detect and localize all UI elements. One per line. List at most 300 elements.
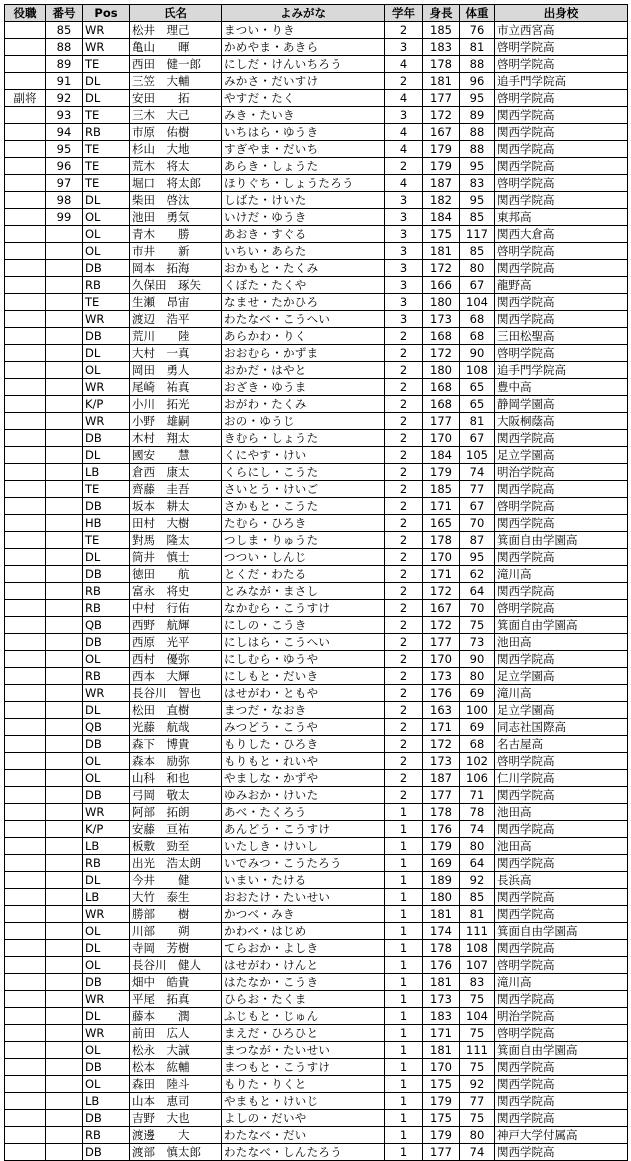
weight-cell: 87 bbox=[460, 532, 495, 549]
position-cell: WR bbox=[83, 804, 130, 821]
number-cell bbox=[46, 362, 83, 379]
grade-cell: 4 bbox=[385, 124, 423, 141]
name-cell: 山科 和也 bbox=[130, 770, 222, 787]
weight-cell: 62 bbox=[460, 566, 495, 583]
role-cell bbox=[5, 175, 46, 192]
table-row bbox=[5, 1059, 628, 1076]
number-cell bbox=[46, 413, 83, 430]
position-cell: RB bbox=[83, 277, 130, 294]
reading-cell: くぼた・たくや bbox=[222, 277, 385, 294]
grade-cell: 2 bbox=[385, 73, 423, 90]
school-cell: 啓明学院高 bbox=[495, 1025, 628, 1042]
role-cell bbox=[5, 328, 46, 345]
name-cell: 市原 佑樹 bbox=[130, 124, 222, 141]
position-cell: TE bbox=[83, 107, 130, 124]
weight-cell: 70 bbox=[460, 600, 495, 617]
role-cell bbox=[5, 1110, 46, 1127]
school-cell: 関西学院高 bbox=[495, 1059, 628, 1076]
height-cell: 178 bbox=[423, 56, 460, 73]
school-cell: 関西学院高 bbox=[495, 940, 628, 957]
name-cell: 大村 一真 bbox=[130, 345, 222, 362]
number-cell bbox=[46, 396, 83, 413]
name-cell: 市井 新 bbox=[130, 243, 222, 260]
school-cell: 龍野高 bbox=[495, 277, 628, 294]
position-cell: OL bbox=[83, 770, 130, 787]
number-cell: 92 bbox=[46, 90, 83, 107]
role-cell bbox=[5, 294, 46, 311]
number-cell bbox=[46, 277, 83, 294]
height-cell: 179 bbox=[423, 141, 460, 158]
role-cell bbox=[5, 22, 46, 39]
table-row bbox=[5, 481, 628, 498]
reading-cell: はせがわ・けんと bbox=[222, 957, 385, 974]
school-cell: 関西学院高 bbox=[495, 107, 628, 124]
table-row bbox=[5, 600, 628, 617]
reading-cell: もりた・りくと bbox=[222, 1076, 385, 1093]
school-cell: 関西学院高 bbox=[495, 311, 628, 328]
weight-cell: 88 bbox=[460, 56, 495, 73]
reading-cell: おがわ・たくみ bbox=[222, 396, 385, 413]
roster-table bbox=[4, 4, 628, 1161]
number-cell bbox=[46, 328, 83, 345]
number-cell bbox=[46, 736, 83, 753]
table-row bbox=[5, 804, 628, 821]
school-cell: 啓明学院高 bbox=[495, 753, 628, 770]
height-cell: 172 bbox=[423, 736, 460, 753]
role-cell bbox=[5, 345, 46, 362]
grade-cell: 1 bbox=[385, 855, 423, 872]
weight-cell: 108 bbox=[460, 940, 495, 957]
weight-cell: 64 bbox=[460, 583, 495, 600]
number-cell bbox=[46, 549, 83, 566]
school-cell: 滝川高 bbox=[495, 974, 628, 991]
height-cell: 181 bbox=[423, 243, 460, 260]
height-cell: 179 bbox=[423, 1093, 460, 1110]
weight-cell: 104 bbox=[460, 1008, 495, 1025]
table-row bbox=[5, 634, 628, 651]
table-row bbox=[5, 243, 628, 260]
height-cell: 171 bbox=[423, 719, 460, 736]
name-cell: 西田 健一郎 bbox=[130, 56, 222, 73]
name-cell: 杉山 大地 bbox=[130, 141, 222, 158]
weight-cell: 85 bbox=[460, 243, 495, 260]
reading-cell: にしもと・だいき bbox=[222, 668, 385, 685]
school-cell: 足立学園高 bbox=[495, 447, 628, 464]
role-cell bbox=[5, 838, 46, 855]
grade-cell: 2 bbox=[385, 719, 423, 736]
reading-cell: はたなか・こうき bbox=[222, 974, 385, 991]
table-row bbox=[5, 464, 628, 481]
number-cell bbox=[46, 770, 83, 787]
weight-cell: 68 bbox=[460, 328, 495, 345]
school-cell: 追手門学院高 bbox=[495, 73, 628, 90]
name-cell: 平尾 拓真 bbox=[130, 991, 222, 1008]
role-cell bbox=[5, 940, 46, 957]
grade-cell: 2 bbox=[385, 447, 423, 464]
number-cell bbox=[46, 1025, 83, 1042]
table-row bbox=[5, 124, 628, 141]
reading-cell: おかだ・はやと bbox=[222, 362, 385, 379]
table-row bbox=[5, 838, 628, 855]
role-cell bbox=[5, 379, 46, 396]
name-cell: 今井 健 bbox=[130, 872, 222, 889]
weight-cell: 74 bbox=[460, 464, 495, 481]
grade-cell: 1 bbox=[385, 906, 423, 923]
height-cell: 181 bbox=[423, 974, 460, 991]
name-cell: 富永 将史 bbox=[130, 583, 222, 600]
weight-cell: 74 bbox=[460, 821, 495, 838]
position-cell: WR bbox=[83, 22, 130, 39]
name-cell: 森下 博貴 bbox=[130, 736, 222, 753]
role-cell bbox=[5, 1076, 46, 1093]
table-row bbox=[5, 770, 628, 787]
school-cell: 静岡学園高 bbox=[495, 396, 628, 413]
school-cell: 関西学院高 bbox=[495, 889, 628, 906]
name-cell: 岡田 勇人 bbox=[130, 362, 222, 379]
position-cell: LB bbox=[83, 889, 130, 906]
number-cell: 94 bbox=[46, 124, 83, 141]
reading-cell: あらかわ・りく bbox=[222, 328, 385, 345]
weight-cell: 105 bbox=[460, 447, 495, 464]
school-cell: 啓明学院高 bbox=[495, 957, 628, 974]
number-cell: 95 bbox=[46, 141, 83, 158]
grade-cell: 2 bbox=[385, 566, 423, 583]
height-cell: 179 bbox=[423, 1127, 460, 1144]
name-cell: 荒川 陸 bbox=[130, 328, 222, 345]
position-cell: OL bbox=[83, 753, 130, 770]
position-cell: DB bbox=[83, 1110, 130, 1127]
position-cell: DB bbox=[83, 328, 130, 345]
reading-cell: やすだ・たく bbox=[222, 90, 385, 107]
table-row bbox=[5, 515, 628, 532]
weight-cell: 107 bbox=[460, 957, 495, 974]
number-cell bbox=[46, 515, 83, 532]
table-row bbox=[5, 90, 628, 107]
number-cell bbox=[46, 532, 83, 549]
weight-cell: 81 bbox=[460, 413, 495, 430]
weight-cell: 111 bbox=[460, 923, 495, 940]
school-cell: 関西学院高 bbox=[495, 855, 628, 872]
position-cell: OL bbox=[83, 226, 130, 243]
grade-cell: 1 bbox=[385, 1025, 423, 1042]
position-cell: DB bbox=[83, 787, 130, 804]
table-row bbox=[5, 39, 628, 56]
grade-cell: 2 bbox=[385, 617, 423, 634]
reading-cell: とみなが・まさし bbox=[222, 583, 385, 600]
reading-cell: てらおか・よしき bbox=[222, 940, 385, 957]
table-row bbox=[5, 889, 628, 906]
height-cell: 185 bbox=[423, 22, 460, 39]
height-cell: 175 bbox=[423, 1110, 460, 1127]
reading-cell: やましな・かずや bbox=[222, 770, 385, 787]
height-cell: 189 bbox=[423, 872, 460, 889]
header-position: Pos bbox=[83, 5, 130, 22]
number-cell bbox=[46, 923, 83, 940]
position-cell: DL bbox=[83, 345, 130, 362]
table-row bbox=[5, 1093, 628, 1110]
name-cell: 寺岡 芳樹 bbox=[130, 940, 222, 957]
table-row bbox=[5, 141, 628, 158]
school-cell: 大阪桐蔭高 bbox=[495, 413, 628, 430]
weight-cell: 88 bbox=[460, 141, 495, 158]
height-cell: 174 bbox=[423, 923, 460, 940]
school-cell: 関西学院高 bbox=[495, 158, 628, 175]
role-cell bbox=[5, 787, 46, 804]
height-cell: 173 bbox=[423, 991, 460, 1008]
weight-cell: 81 bbox=[460, 39, 495, 56]
height-cell: 179 bbox=[423, 838, 460, 855]
grade-cell: 2 bbox=[385, 481, 423, 498]
role-cell bbox=[5, 1008, 46, 1025]
name-cell: 西本 大輝 bbox=[130, 668, 222, 685]
grade-cell: 2 bbox=[385, 362, 423, 379]
role-cell bbox=[5, 770, 46, 787]
reading-cell: ふじもと・じゅん bbox=[222, 1008, 385, 1025]
height-cell: 170 bbox=[423, 430, 460, 447]
table-row bbox=[5, 651, 628, 668]
height-cell: 176 bbox=[423, 685, 460, 702]
role-cell bbox=[5, 277, 46, 294]
table-row bbox=[5, 702, 628, 719]
role-cell bbox=[5, 821, 46, 838]
header-weight: 体重 bbox=[460, 5, 495, 22]
school-cell: 滝川高 bbox=[495, 685, 628, 702]
name-cell: 松井 理己 bbox=[130, 22, 222, 39]
school-cell: 関西学院高 bbox=[495, 787, 628, 804]
table-row bbox=[5, 294, 628, 311]
name-cell: 渡辺 浩平 bbox=[130, 311, 222, 328]
name-cell: 渡部 慎太郎 bbox=[130, 1144, 222, 1161]
grade-cell: 4 bbox=[385, 141, 423, 158]
role-cell bbox=[5, 617, 46, 634]
weight-cell: 75 bbox=[460, 1059, 495, 1076]
name-cell: 西村 優弥 bbox=[130, 651, 222, 668]
table-row bbox=[5, 906, 628, 923]
header-height: 身長 bbox=[423, 5, 460, 22]
weight-cell: 111 bbox=[460, 1042, 495, 1059]
height-cell: 185 bbox=[423, 481, 460, 498]
role-cell bbox=[5, 107, 46, 124]
name-cell: 中村 行佑 bbox=[130, 600, 222, 617]
reading-cell: みかさ・だいすけ bbox=[222, 73, 385, 90]
name-cell: 山本 恵司 bbox=[130, 1093, 222, 1110]
table-row bbox=[5, 277, 628, 294]
roster-body bbox=[5, 22, 628, 1161]
number-cell bbox=[46, 906, 83, 923]
name-cell: 生瀬 昂宙 bbox=[130, 294, 222, 311]
reading-cell: さいとう・けいご bbox=[222, 481, 385, 498]
reading-cell: かわべ・はじめ bbox=[222, 923, 385, 940]
role-cell bbox=[5, 192, 46, 209]
position-cell: TE bbox=[83, 532, 130, 549]
weight-cell: 69 bbox=[460, 719, 495, 736]
position-cell: TE bbox=[83, 141, 130, 158]
reading-cell: おかもと・たくみ bbox=[222, 260, 385, 277]
weight-cell: 89 bbox=[460, 107, 495, 124]
school-cell: 箕面自由学園高 bbox=[495, 617, 628, 634]
grade-cell: 3 bbox=[385, 277, 423, 294]
school-cell: 神戸大学付属高 bbox=[495, 1127, 628, 1144]
grade-cell: 3 bbox=[385, 311, 423, 328]
number-cell bbox=[46, 1042, 83, 1059]
weight-cell: 83 bbox=[460, 974, 495, 991]
grade-cell: 1 bbox=[385, 991, 423, 1008]
school-cell: 箕面自由学園高 bbox=[495, 1042, 628, 1059]
header-name: 氏名 bbox=[130, 5, 222, 22]
school-cell: 関西学院高 bbox=[495, 124, 628, 141]
table-row bbox=[5, 923, 628, 940]
position-cell: RB bbox=[83, 600, 130, 617]
position-cell: K/P bbox=[83, 396, 130, 413]
table-row bbox=[5, 175, 628, 192]
header-role: 役職 bbox=[5, 5, 46, 22]
school-cell: 関西学院高 bbox=[495, 549, 628, 566]
weight-cell: 95 bbox=[460, 549, 495, 566]
number-cell bbox=[46, 294, 83, 311]
number-cell bbox=[46, 838, 83, 855]
name-cell: 三笠 大輔 bbox=[130, 73, 222, 90]
name-cell: 國安 慧 bbox=[130, 447, 222, 464]
position-cell: OL bbox=[83, 209, 130, 226]
height-cell: 170 bbox=[423, 549, 460, 566]
header-row bbox=[5, 5, 628, 22]
school-cell: 名古屋高 bbox=[495, 736, 628, 753]
weight-cell: 80 bbox=[460, 838, 495, 855]
role-cell bbox=[5, 651, 46, 668]
name-cell: 小野 雄嗣 bbox=[130, 413, 222, 430]
number-cell bbox=[46, 226, 83, 243]
weight-cell: 108 bbox=[460, 362, 495, 379]
height-cell: 172 bbox=[423, 107, 460, 124]
name-cell: 亀山 暉 bbox=[130, 39, 222, 56]
position-cell: QB bbox=[83, 617, 130, 634]
school-cell: 足立学園高 bbox=[495, 668, 628, 685]
position-cell: TE bbox=[83, 294, 130, 311]
position-cell: WR bbox=[83, 991, 130, 1008]
grade-cell: 1 bbox=[385, 1127, 423, 1144]
role-cell bbox=[5, 1042, 46, 1059]
height-cell: 180 bbox=[423, 294, 460, 311]
reading-cell: まつなが・たいせい bbox=[222, 1042, 385, 1059]
school-cell: 追手門学院高 bbox=[495, 362, 628, 379]
reading-cell: さかもと・こうた bbox=[222, 498, 385, 515]
number-cell bbox=[46, 1008, 83, 1025]
reading-cell: たむら・ひろき bbox=[222, 515, 385, 532]
weight-cell: 100 bbox=[460, 702, 495, 719]
reading-cell: いたしき・けいし bbox=[222, 838, 385, 855]
table-row bbox=[5, 260, 628, 277]
number-cell bbox=[46, 600, 83, 617]
name-cell: 勝部 樹 bbox=[130, 906, 222, 923]
reading-cell: もりした・ひろき bbox=[222, 736, 385, 753]
table-row bbox=[5, 413, 628, 430]
table-row bbox=[5, 1110, 628, 1127]
school-cell: 箕面自由学園高 bbox=[495, 923, 628, 940]
weight-cell: 95 bbox=[460, 158, 495, 175]
table-row bbox=[5, 1025, 628, 1042]
position-cell: DL bbox=[83, 872, 130, 889]
reading-cell: いまい・たける bbox=[222, 872, 385, 889]
grade-cell: 4 bbox=[385, 56, 423, 73]
weight-cell: 64 bbox=[460, 855, 495, 872]
position-cell: QB bbox=[83, 719, 130, 736]
height-cell: 170 bbox=[423, 1059, 460, 1076]
reading-cell: あべ・たくろう bbox=[222, 804, 385, 821]
height-cell: 172 bbox=[423, 345, 460, 362]
name-cell: 三木 大己 bbox=[130, 107, 222, 124]
position-cell: WR bbox=[83, 311, 130, 328]
weight-cell: 95 bbox=[460, 192, 495, 209]
role-cell bbox=[5, 583, 46, 600]
name-cell: 松本 紘輔 bbox=[130, 1059, 222, 1076]
role-cell bbox=[5, 923, 46, 940]
table-row bbox=[5, 566, 628, 583]
header-grade: 学年 bbox=[385, 5, 423, 22]
position-cell: OL bbox=[83, 243, 130, 260]
number-cell bbox=[46, 974, 83, 991]
school-cell: 関西学院高 bbox=[495, 192, 628, 209]
number-cell: 96 bbox=[46, 158, 83, 175]
position-cell: LB bbox=[83, 1093, 130, 1110]
role-cell bbox=[5, 362, 46, 379]
number-cell bbox=[46, 481, 83, 498]
reading-cell: おざき・ゆうま bbox=[222, 379, 385, 396]
number-cell bbox=[46, 787, 83, 804]
role-cell bbox=[5, 73, 46, 90]
height-cell: 177 bbox=[423, 634, 460, 651]
height-cell: 183 bbox=[423, 1008, 460, 1025]
number-cell bbox=[46, 583, 83, 600]
table-row bbox=[5, 753, 628, 770]
school-cell: 関西学院高 bbox=[495, 1076, 628, 1093]
role-cell bbox=[5, 702, 46, 719]
grade-cell: 1 bbox=[385, 974, 423, 991]
table-row bbox=[5, 56, 628, 73]
number-cell bbox=[46, 617, 83, 634]
name-cell: 吉野 大也 bbox=[130, 1110, 222, 1127]
weight-cell: 77 bbox=[460, 481, 495, 498]
number-cell bbox=[46, 940, 83, 957]
weight-cell: 67 bbox=[460, 498, 495, 515]
school-cell: 関西学院高 bbox=[495, 294, 628, 311]
role-cell bbox=[5, 753, 46, 770]
reading-cell: まえだ・ひろひと bbox=[222, 1025, 385, 1042]
role-cell bbox=[5, 226, 46, 243]
name-cell: 池田 勇気 bbox=[130, 209, 222, 226]
school-cell: 関西学院高 bbox=[495, 1110, 628, 1127]
weight-cell: 90 bbox=[460, 651, 495, 668]
table-row bbox=[5, 498, 628, 515]
grade-cell: 1 bbox=[385, 1059, 423, 1076]
table-row bbox=[5, 1076, 628, 1093]
position-cell: OL bbox=[83, 362, 130, 379]
role-cell bbox=[5, 141, 46, 158]
position-cell: OL bbox=[83, 1042, 130, 1059]
position-cell: TE bbox=[83, 175, 130, 192]
number-cell bbox=[46, 498, 83, 515]
height-cell: 181 bbox=[423, 73, 460, 90]
role-cell bbox=[5, 719, 46, 736]
school-cell: 滝川高 bbox=[495, 566, 628, 583]
school-cell: 啓明学院高 bbox=[495, 39, 628, 56]
grade-cell: 1 bbox=[385, 804, 423, 821]
weight-cell: 75 bbox=[460, 1110, 495, 1127]
reading-cell: まつい・りき bbox=[222, 22, 385, 39]
grade-cell: 2 bbox=[385, 413, 423, 430]
reading-cell: なませ・たかひろ bbox=[222, 294, 385, 311]
position-cell: OL bbox=[83, 957, 130, 974]
role-cell bbox=[5, 56, 46, 73]
